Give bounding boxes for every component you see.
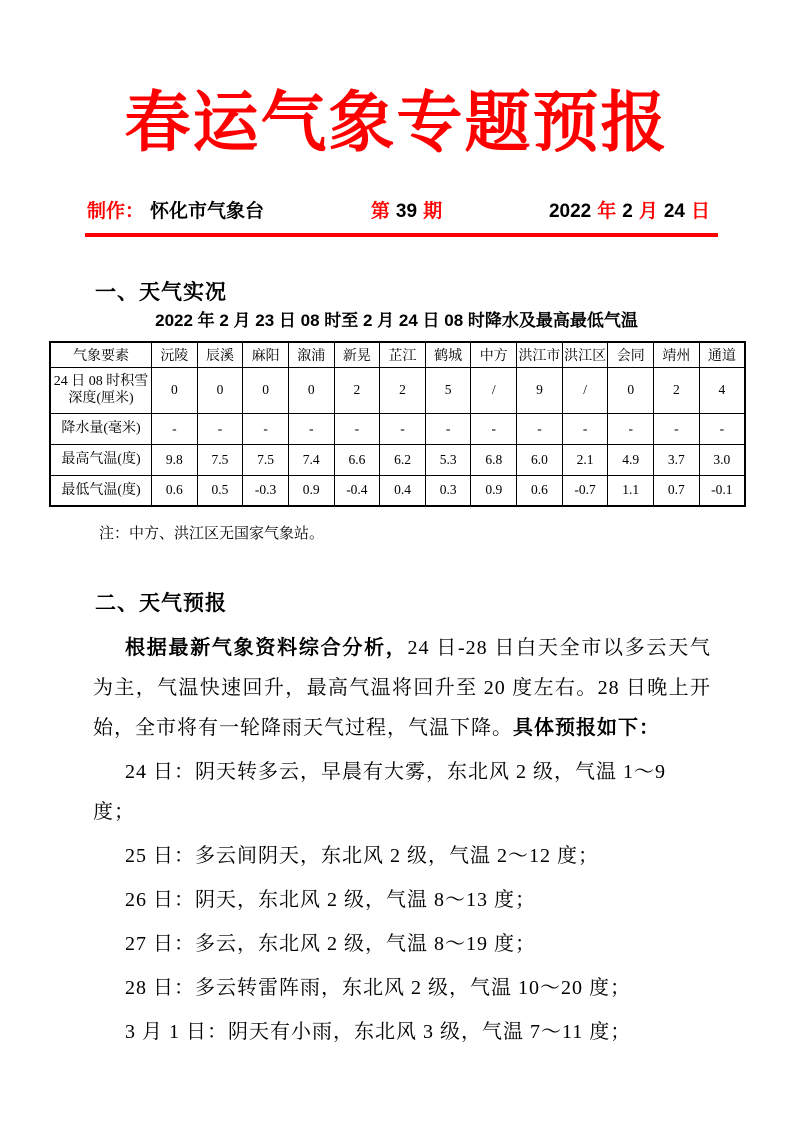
value-cell: 0.6 — [152, 475, 198, 506]
value-cell: 0 — [152, 367, 198, 413]
producer-label: 制作： — [87, 201, 145, 222]
value-cell: -0.3 — [243, 475, 289, 506]
value-cell: 9 — [517, 367, 563, 413]
column-header-element: 气象要素 — [50, 342, 152, 367]
value-cell: 4 — [699, 367, 745, 413]
value-cell: - — [699, 413, 745, 444]
value-cell: 9.8 — [152, 444, 198, 475]
column-header-station: 洪江区 — [562, 342, 608, 367]
observation-table — [49, 341, 746, 507]
table-row — [50, 413, 745, 444]
red-divider-rule — [85, 233, 718, 237]
observation-table-body — [50, 367, 745, 506]
forecast-item: 3 月 1 日：阴天有小雨，东北风 3 级，气温 7～11 度； — [125, 1021, 632, 1043]
observation-table-head — [50, 342, 745, 367]
column-header-station: 沅陵 — [152, 342, 198, 367]
value-cell: 7.4 — [288, 444, 334, 475]
column-header-station: 新晃 — [334, 342, 380, 367]
value-cell: - — [471, 413, 517, 444]
value-cell: - — [608, 413, 654, 444]
value-cell: - — [380, 413, 426, 444]
value-cell: -0.7 — [562, 475, 608, 506]
value-cell: - — [288, 413, 334, 444]
value-cell: - — [152, 413, 198, 444]
column-header-station: 辰溪 — [197, 342, 243, 367]
column-header-station: 麻阳 — [243, 342, 289, 367]
table-header-row — [50, 342, 745, 367]
issue-info-line — [87, 198, 710, 226]
issue-date-group — [549, 198, 710, 226]
forecast-item: 25 日：多云间阴天，东北风 2 级，气温 2～12 度； — [125, 845, 599, 867]
producer-group — [87, 198, 264, 226]
table-row — [50, 367, 745, 413]
value-cell: 4.9 — [608, 444, 654, 475]
value-cell: 2.1 — [562, 444, 608, 475]
column-header-station: 洪江市 — [517, 342, 563, 367]
value-cell: 3.0 — [699, 444, 745, 475]
forecast-item: 24 日：阴天转多云，早晨有大雾，东北风 2 级，气温 1～9 度； — [93, 761, 666, 823]
intro-body-text: 24 日-28 日白天全市以多云天气为主，气温快速回升，最高气温将回升至 20 度左右。28 日晚上开始，全市将有一轮降雨天气过程，气温下降。 — [93, 637, 711, 739]
value-cell: 6.0 — [517, 444, 563, 475]
date-month-unit: 月 — [638, 201, 658, 222]
date-day-unit: 日 — [690, 201, 710, 222]
producer-name: 怀化市气象台 — [150, 201, 265, 222]
value-cell: - — [334, 413, 380, 444]
value-cell: / — [471, 367, 517, 413]
value-cell: 0.7 — [654, 475, 700, 506]
value-cell: 3.7 — [654, 444, 700, 475]
value-cell: - — [425, 413, 471, 444]
table-row — [50, 444, 745, 475]
row-label: 最低气温(度) — [50, 475, 152, 506]
table-row — [50, 475, 745, 506]
forecast-item: 28 日：多云转雷阵雨，东北风 2 级，气温 10～20 度； — [125, 977, 631, 999]
intro-lead-bold: 根据最新气象资料综合分析， — [125, 637, 408, 659]
section2-heading: 二、天气预报 — [95, 592, 227, 615]
value-cell: 2 — [654, 367, 700, 413]
section1-heading: 一、天气实况 — [95, 281, 227, 304]
column-header-station: 会同 — [608, 342, 654, 367]
value-cell: -0.1 — [699, 475, 745, 506]
forecast-body — [93, 628, 711, 1056]
value-cell: - — [562, 413, 608, 444]
column-header-station: 溆浦 — [288, 342, 334, 367]
value-cell: - — [654, 413, 700, 444]
value-cell: 5.3 — [425, 444, 471, 475]
value-cell: 0.3 — [425, 475, 471, 506]
forecast-item: 27 日：多云，东北风 2 级，气温 8～19 度； — [125, 933, 536, 955]
value-cell: 0.9 — [471, 475, 517, 506]
observation-table-title: 2022 年 2 月 23 日 08 时至 2 月 24 日 08 时降水及最高最低气温 — [155, 311, 638, 330]
date-year: 2022 — [548, 201, 592, 222]
column-header-station: 芷江 — [380, 342, 426, 367]
row-label: 24 日 08 时积雪深度(厘米) — [50, 367, 152, 413]
issue-prefix: 第 — [370, 201, 390, 222]
value-cell: - — [517, 413, 563, 444]
value-cell: 2 — [334, 367, 380, 413]
value-cell: 5 — [425, 367, 471, 413]
value-cell: 2 — [380, 367, 426, 413]
value-cell: 0 — [243, 367, 289, 413]
value-cell: 0.9 — [288, 475, 334, 506]
issue-number-group — [371, 198, 442, 226]
value-cell: - — [197, 413, 243, 444]
row-label: 最高气温(度) — [50, 444, 152, 475]
value-cell: -0.4 — [334, 475, 380, 506]
table-footnote: 注：中方、洪江区无国家气象站。 — [99, 526, 325, 542]
column-header-station: 通道 — [699, 342, 745, 367]
value-cell: 6.6 — [334, 444, 380, 475]
value-cell: 0.5 — [197, 475, 243, 506]
forecast-intro-paragraph — [93, 628, 711, 748]
date-month: 2 — [622, 201, 633, 222]
value-cell: 0.4 — [380, 475, 426, 506]
date-day: 24 — [663, 201, 685, 222]
value-cell: 6.8 — [471, 444, 517, 475]
value-cell: 7.5 — [243, 444, 289, 475]
value-cell: 1.1 — [608, 475, 654, 506]
column-header-station: 中方 — [471, 342, 517, 367]
column-header-station: 鹤城 — [425, 342, 471, 367]
value-cell: / — [562, 367, 608, 413]
value-cell: 6.2 — [380, 444, 426, 475]
column-header-station: 靖州 — [654, 342, 700, 367]
row-label: 降水量(毫米) — [50, 413, 152, 444]
issue-suffix: 期 — [423, 201, 443, 222]
intro-tail-bold: 具体预报如下： — [513, 717, 660, 739]
forecast-item: 26 日：阴天，东北风 2 级，气温 8～13 度； — [125, 889, 536, 911]
document-title: 春运气象专题预报 — [124, 87, 669, 160]
value-cell: - — [243, 413, 289, 444]
forecast-item-list — [93, 752, 711, 1052]
value-cell: 0 — [197, 367, 243, 413]
date-year-unit: 年 — [597, 201, 617, 222]
value-cell: 7.5 — [197, 444, 243, 475]
value-cell: 0 — [288, 367, 334, 413]
value-cell: 0 — [608, 367, 654, 413]
value-cell: 0.6 — [517, 475, 563, 506]
issue-number: 39 — [395, 201, 418, 222]
